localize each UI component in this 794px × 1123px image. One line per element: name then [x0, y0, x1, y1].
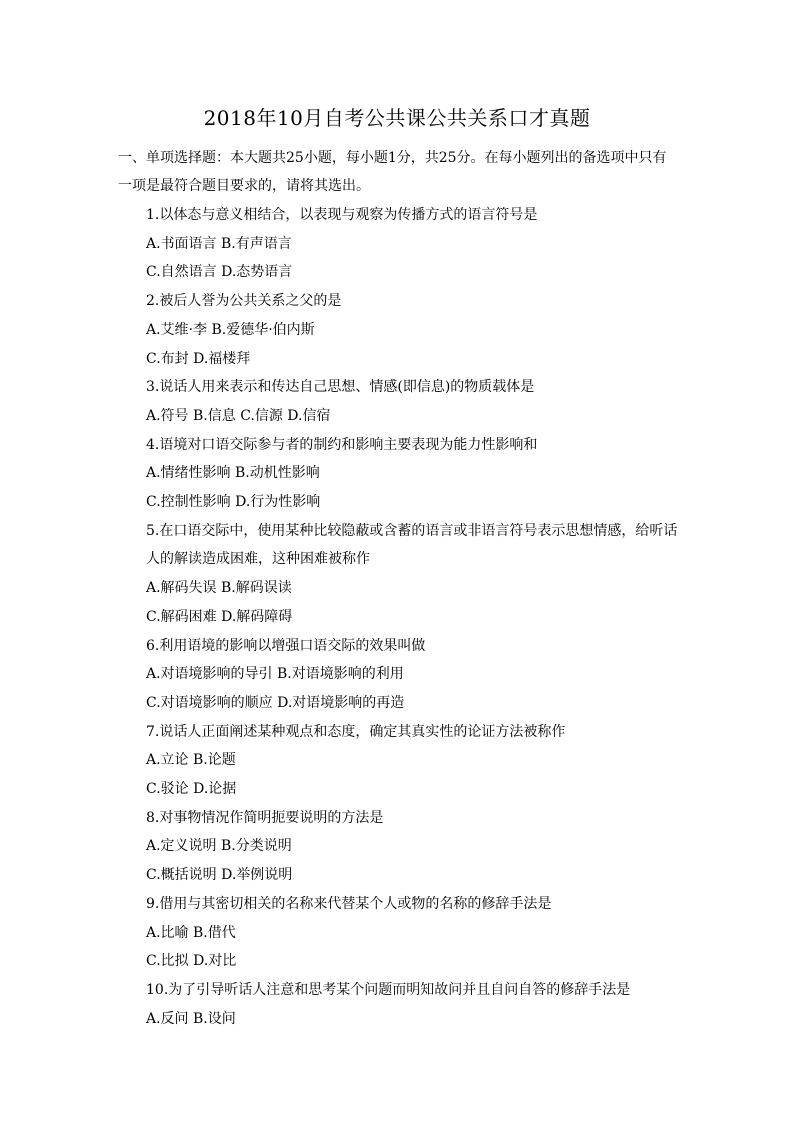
answer-options: C.自然语言 D.态势语言 — [146, 264, 293, 281]
answer-options: A.书面语言 B.有声语言 — [146, 235, 292, 252]
question-stem: 1.以体态与意义相结合，以表现与观察为传播方式的语言符号是 — [146, 207, 538, 223]
answer-options: A.解码失误 B.解码误读 — [146, 580, 292, 597]
answer-options: A.反问 B.设问 — [146, 1010, 236, 1027]
question-stem: 2.被后人誉为公共关系之父的是 — [146, 293, 342, 310]
question-stem: 7.说话人正面阐述某种观点和态度，确定其真实性的论证方法被称作 — [146, 723, 566, 740]
answer-options: A.情绪性影响 B.动机性影响 — [146, 465, 320, 482]
question-stem: 5.在口语交际中，使用某种比较隐蔽或含蓄的语言或非语言符号表示思想情感，给听话人的解读造成困难，这种困难被称作 — [146, 522, 678, 568]
answer-options: A.定义说明 B.分类说明 — [146, 838, 292, 855]
question-stem: 10.为了引导听话人注意和思考某个问题而明知故问并且自问自答的修辞手法是 — [146, 981, 631, 998]
answer-options: C.解码困难 D.解码障碍 — [146, 608, 293, 625]
question-stem: 9.借用与其密切相关的名称来代替某个人或物的名称的修辞手法是 — [146, 895, 552, 912]
section-instructions: 一、单项选择题：本大题共25小题，每小题1分，共25分。在每小题列出的备选项中只有一项是最符合题目要求的，请将其选出。 — [118, 150, 667, 194]
question-stem: 6.利用语境的影响以增强口语交际的效果叫做 — [146, 637, 426, 654]
answer-options: A.立论 B.论题 — [146, 752, 236, 769]
answer-options: C.概括说明 D.举例说明 — [146, 867, 293, 884]
question-list — [118, 201, 678, 1033]
answer-options: A.符号 B.信息 C.信源 D.信宿 — [146, 407, 331, 424]
answer-options: A.对语境影响的导引 B.对语境影响的利用 — [146, 666, 404, 683]
answer-options: C.驳论 D.论据 — [146, 781, 237, 798]
answer-options: C.控制性影响 D.行为性影响 — [146, 494, 321, 511]
question-stem: 4.语境对口语交际参与者的制约和影响主要表现为能力性影响和 — [146, 436, 538, 453]
answer-options: A.比喻 B.借代 — [146, 924, 236, 941]
answer-options: C.布封 D.福楼拜 — [146, 350, 251, 367]
answer-options: C.对语境影响的顺应 D.对语境影响的再造 — [146, 694, 405, 711]
answer-options: A.艾维·李 B.爱德华·伯内斯 — [146, 321, 315, 338]
answer-options: C.比拟 D.对比 — [146, 953, 237, 970]
page-title: 2018年10月自考公共课公共关系口才真题 — [203, 106, 591, 130]
question-stem: 8.对事物情况作简明扼要说明的方法是 — [146, 809, 384, 826]
question-stem: 3.说话人用来表示和传达自己思想、情感(即信息)的物质载体是 — [146, 379, 535, 396]
